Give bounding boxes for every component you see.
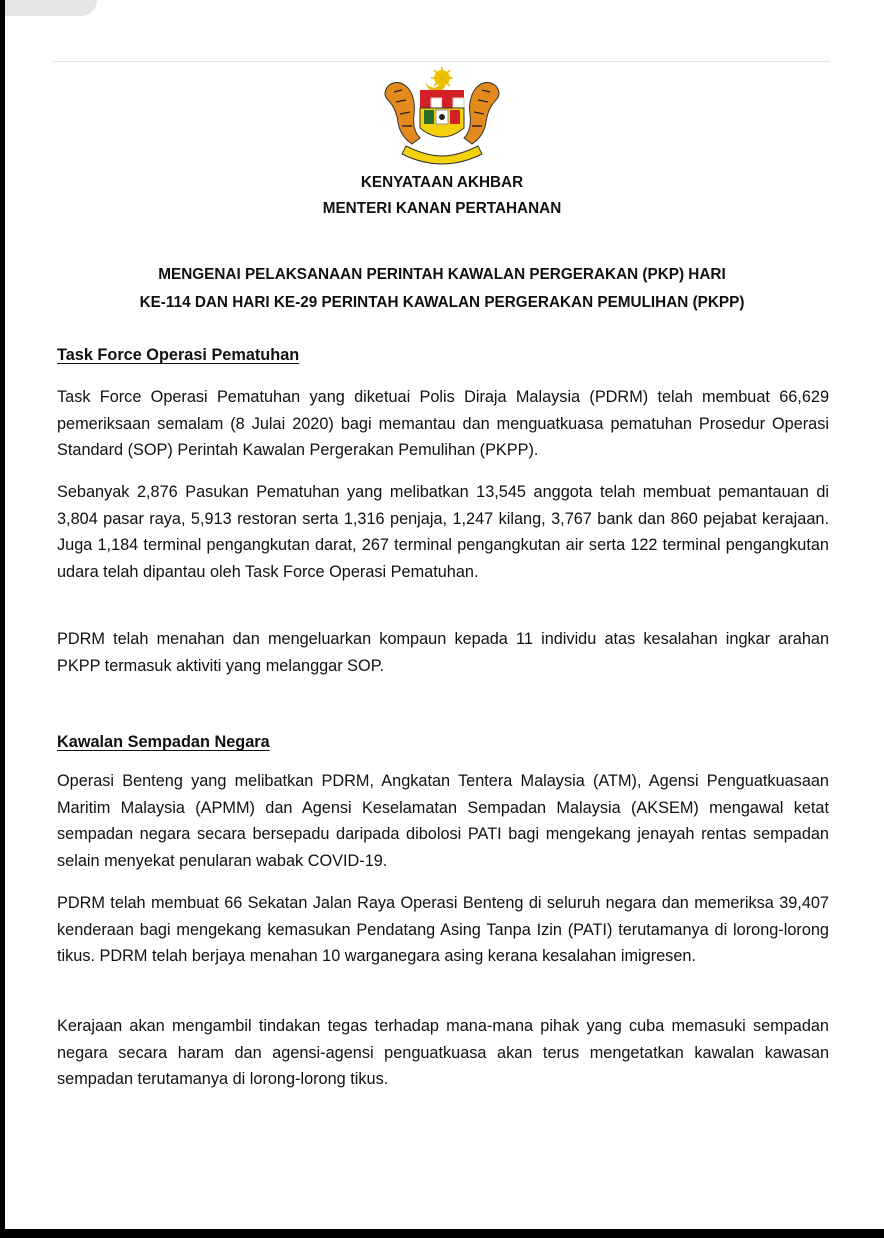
paragraph: PDRM telah menahan dan mengeluarkan kompaun kepada 11 individu atas kesalahan ingkar arahan PKPP termasuk aktiviti yang melanggar SOP. [57,630,829,675]
section-heading-task-force: Task Force Operasi Pematuhan [57,346,300,364]
title-line-1: MENGENAI PELAKSANAAN PERINTAH KAWALAN PERGERAKAN (PKP) HARI [158,266,726,283]
coat-of-arms-icon [380,66,504,166]
paragraph: Sebanyak 2,876 Pasukan Pematuhan yang melibatkan 13,545 anggota telah membuat pemantauan di 3,804 pasar raya, 5,913 restoran serta 1,316 penjaja, 1,247 kilang, 3,767 bank dan 860 pejabat kerajaan. Juga 1,184 terminal pengangkutan darat, 267 terminal pengangkutan air serta 122 terminal pengangkutan udara telah dipantau oleh Task Force Operasi Pematuhan. [57,483,829,581]
title-line-2: KE-114 DAN HARI KE-29 PERINTAH KAWALAN PERGERAKAN PEMULIHAN (PKPP) [139,294,745,311]
paragraph: PDRM telah membuat 66 Sekatan Jalan Raya Operasi Benteng di seluruh negara dan memeriksa 39,407 kenderaan bagi mengekang kemasukan Pendatang Asing Tanpa Izin (PATI) terutamanya di lorong-lorong tikus. PDRM telah berjaya menahan 10 warganegara asing kerana kesalahan imigresen. [57,894,829,965]
corner-tab [5,0,97,16]
section-heading-border-control: Kawalan Sempadan Negara [57,733,270,751]
paragraph: Task Force Operasi Pematuhan yang diketuai Polis Diraja Malaysia (PDRM) telah membuat 66,629 pemeriksaan semalam (8 Julai 2020) bagi memantau dan menguatkuasa pematuhan Prosedur Operasi Standard (SOP) Perintah Kawalan Pergerakan Pemulihan (PKPP). [57,388,829,459]
header-line-1: KENYATAAN AKHBAR [360,174,524,191]
paragraph: Kerajaan akan mengambil tindakan tegas terhadap mana-mana pihak yang cuba memasuki sempadan negara secara haram dan agensi-agensi penguatkuasa akan terus mengetatkan kawalan kawasan sempadan terutamanya di lorong-lorong tikus. [57,1017,829,1088]
top-divider [53,61,830,62]
paragraph: Operasi Benteng yang melibatkan PDRM, Angkatan Tentera Malaysia (ATM), Agensi Penguatkuasaan Maritim Malaysia (APMM) dan Agensi Keselamatan Sempadan Malaysia (AKSEM) mengawal ketat sempadan negara secara bersepadu daripada dibolosi PATI bagi mengekang jenayah rentas sempadan selain menyekat penularan wabak COVID-19. [57,772,829,870]
header-line-2: MENTERI KANAN PERTAHANAN [322,200,562,217]
